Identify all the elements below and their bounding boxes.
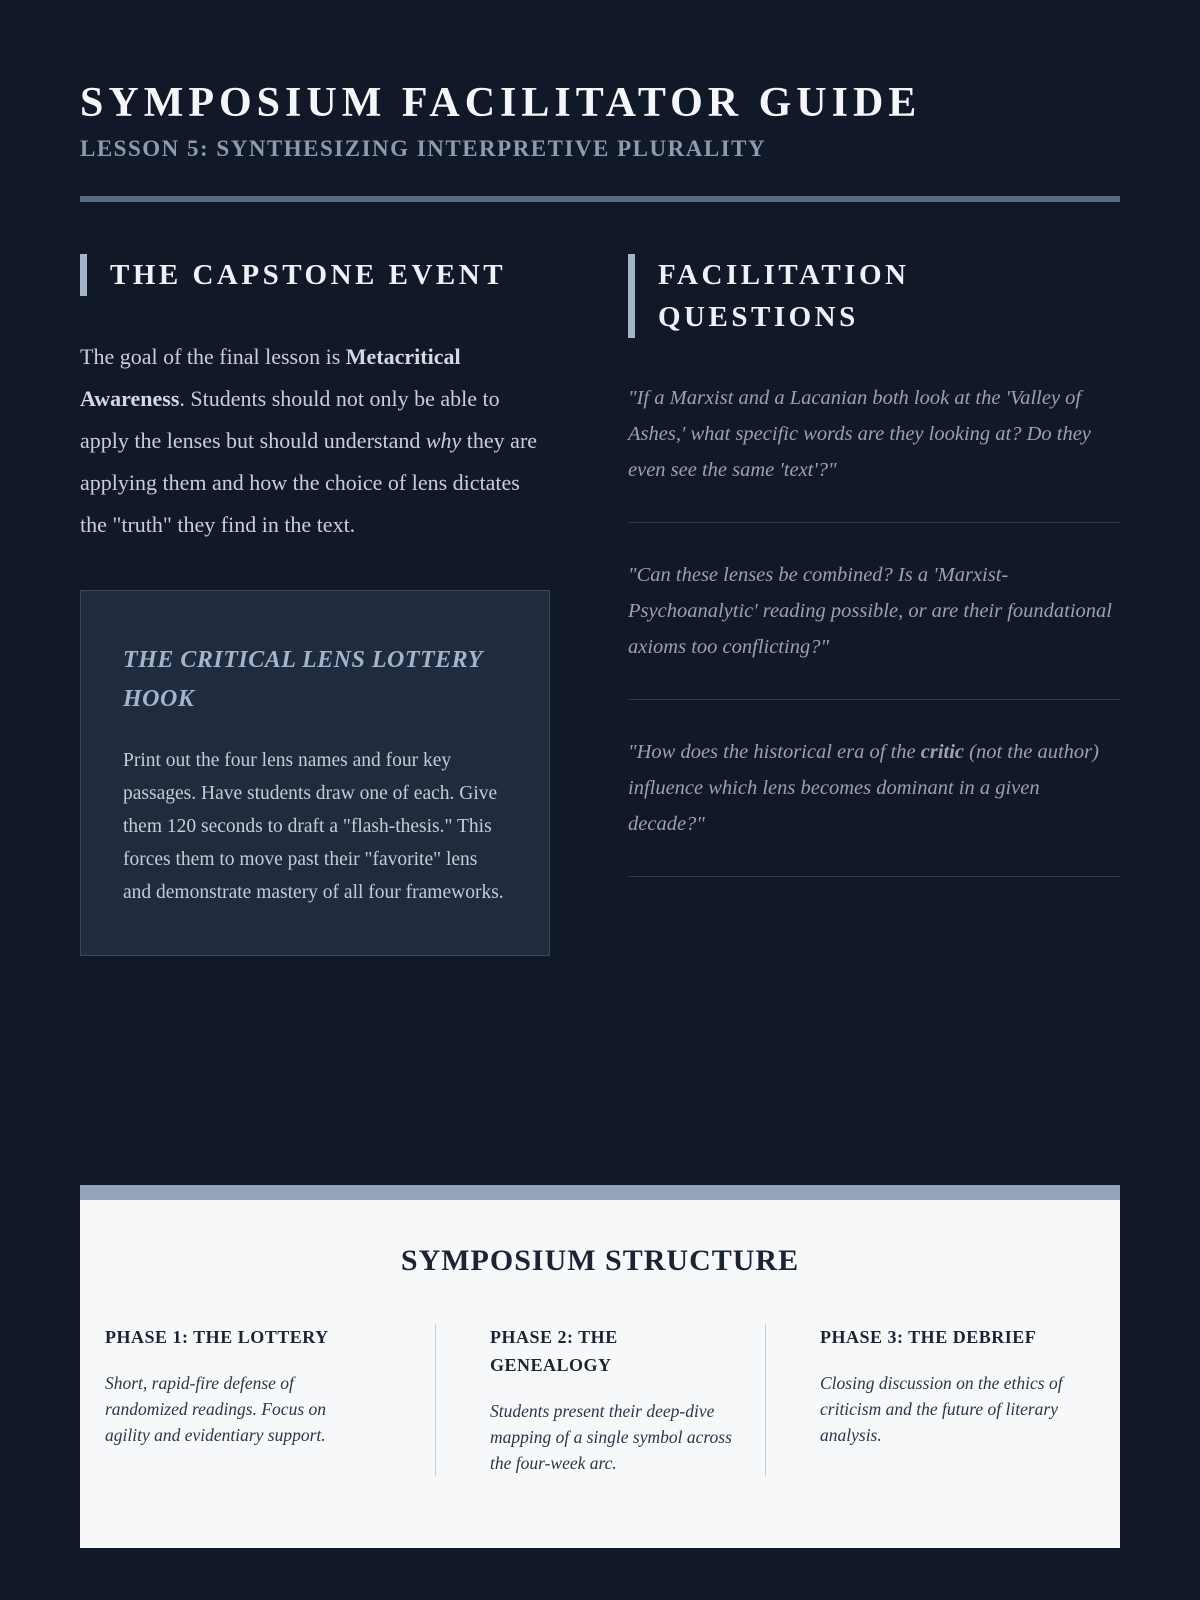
phase-3-column bbox=[765, 1324, 1095, 1476]
question-segment: (not the author) influence which lens becomes dominant in a given decade?" bbox=[628, 741, 1099, 836]
phases-grid bbox=[105, 1324, 1095, 1532]
question-segment: "How does the historical era of the bbox=[628, 741, 921, 764]
panel-top-strip bbox=[80, 1185, 1120, 1200]
lens-lottery-card-title: THE CRITICAL LENS LOTTERY HOOK bbox=[123, 647, 482, 712]
phase-2-header: PHASE 2: THE GENEALOGY bbox=[490, 1327, 618, 1375]
facilitation-heading bbox=[628, 254, 1120, 338]
question-bold-term: critic bbox=[920, 741, 965, 764]
phase-1-body: Short, rapid-fire defense of randomized readings. Focus on agility and evidentiary support. bbox=[105, 1372, 327, 1445]
question-divider bbox=[628, 876, 1120, 877]
paragraph-segment: they are applying them and how the choice of lens dictates the "truth" they find in the text. bbox=[80, 428, 538, 538]
two-column-layout bbox=[80, 254, 1120, 956]
question-segment: "If a Marxist and a Lacanian both look at the 'Valley of Ashes,' what specific words are they looking at? Do they even see the same 'text'?" bbox=[628, 387, 1091, 482]
phase-2-body: Students present their deep-dive mapping of a single symbol across the four-week arc. bbox=[490, 1400, 732, 1473]
header-divider bbox=[80, 196, 1120, 202]
capstone-column bbox=[80, 254, 550, 956]
lens-lottery-card-body: Print out the four lens names and four key passages. Have students draw one of each. Give them 120 seconds to draft a "flash-thesis." This forces them to move past their "favorite" lens and demonstrate mastery of all four frameworks. bbox=[123, 750, 504, 904]
phase-2-column bbox=[435, 1324, 765, 1476]
phase-3-header: PHASE 3: THE DEBRIEF bbox=[820, 1327, 1037, 1347]
paragraph-bold-term: Metacritical Awareness bbox=[80, 344, 461, 412]
capstone-paragraph bbox=[80, 336, 550, 546]
question-segment: "Can these lenses be combined? Is a 'Marxist-Psychoanalytic' reading possible, or are their foundational axioms too conflicting?" bbox=[628, 564, 1112, 659]
capstone-heading-label: THE CAPSTONE EVENT bbox=[110, 259, 507, 292]
facilitation-question bbox=[628, 734, 1120, 842]
lens-lottery-card bbox=[80, 590, 550, 956]
facilitation-column bbox=[628, 254, 1120, 956]
phase-1-column bbox=[105, 1324, 435, 1476]
phase-1-header: PHASE 1: THE LOTTERY bbox=[105, 1327, 329, 1347]
paragraph-segment: . Students should not only be able to apply the lenses but should understand bbox=[80, 386, 500, 454]
facilitation-heading-label: FACILITATION QUESTIONS bbox=[658, 259, 910, 334]
question-divider bbox=[628, 522, 1120, 523]
facilitation-question bbox=[628, 380, 1120, 488]
symposium-structure-panel bbox=[80, 1185, 1120, 1548]
page-title: SYMPOSIUM FACILITATOR GUIDE bbox=[80, 80, 922, 126]
phase-3-body: Closing discussion on the ethics of criticism and the future of literary analysis. bbox=[820, 1372, 1063, 1445]
facilitation-questions-list bbox=[628, 380, 1120, 877]
heading-accent-bar bbox=[80, 254, 87, 296]
heading-accent-bar bbox=[628, 254, 635, 338]
structure-title: SYMPOSIUM STRUCTURE bbox=[400, 1244, 800, 1277]
question-divider bbox=[628, 699, 1120, 700]
facilitation-question bbox=[628, 557, 1120, 665]
capstone-heading bbox=[80, 254, 550, 296]
page-subtitle: LESSON 5: SYNTHESIZING INTERPRETIVE PLURALITY bbox=[80, 136, 767, 162]
paragraph-segment: The goal of the final lesson is bbox=[80, 344, 346, 370]
paragraph-italic-term: why bbox=[425, 428, 462, 454]
